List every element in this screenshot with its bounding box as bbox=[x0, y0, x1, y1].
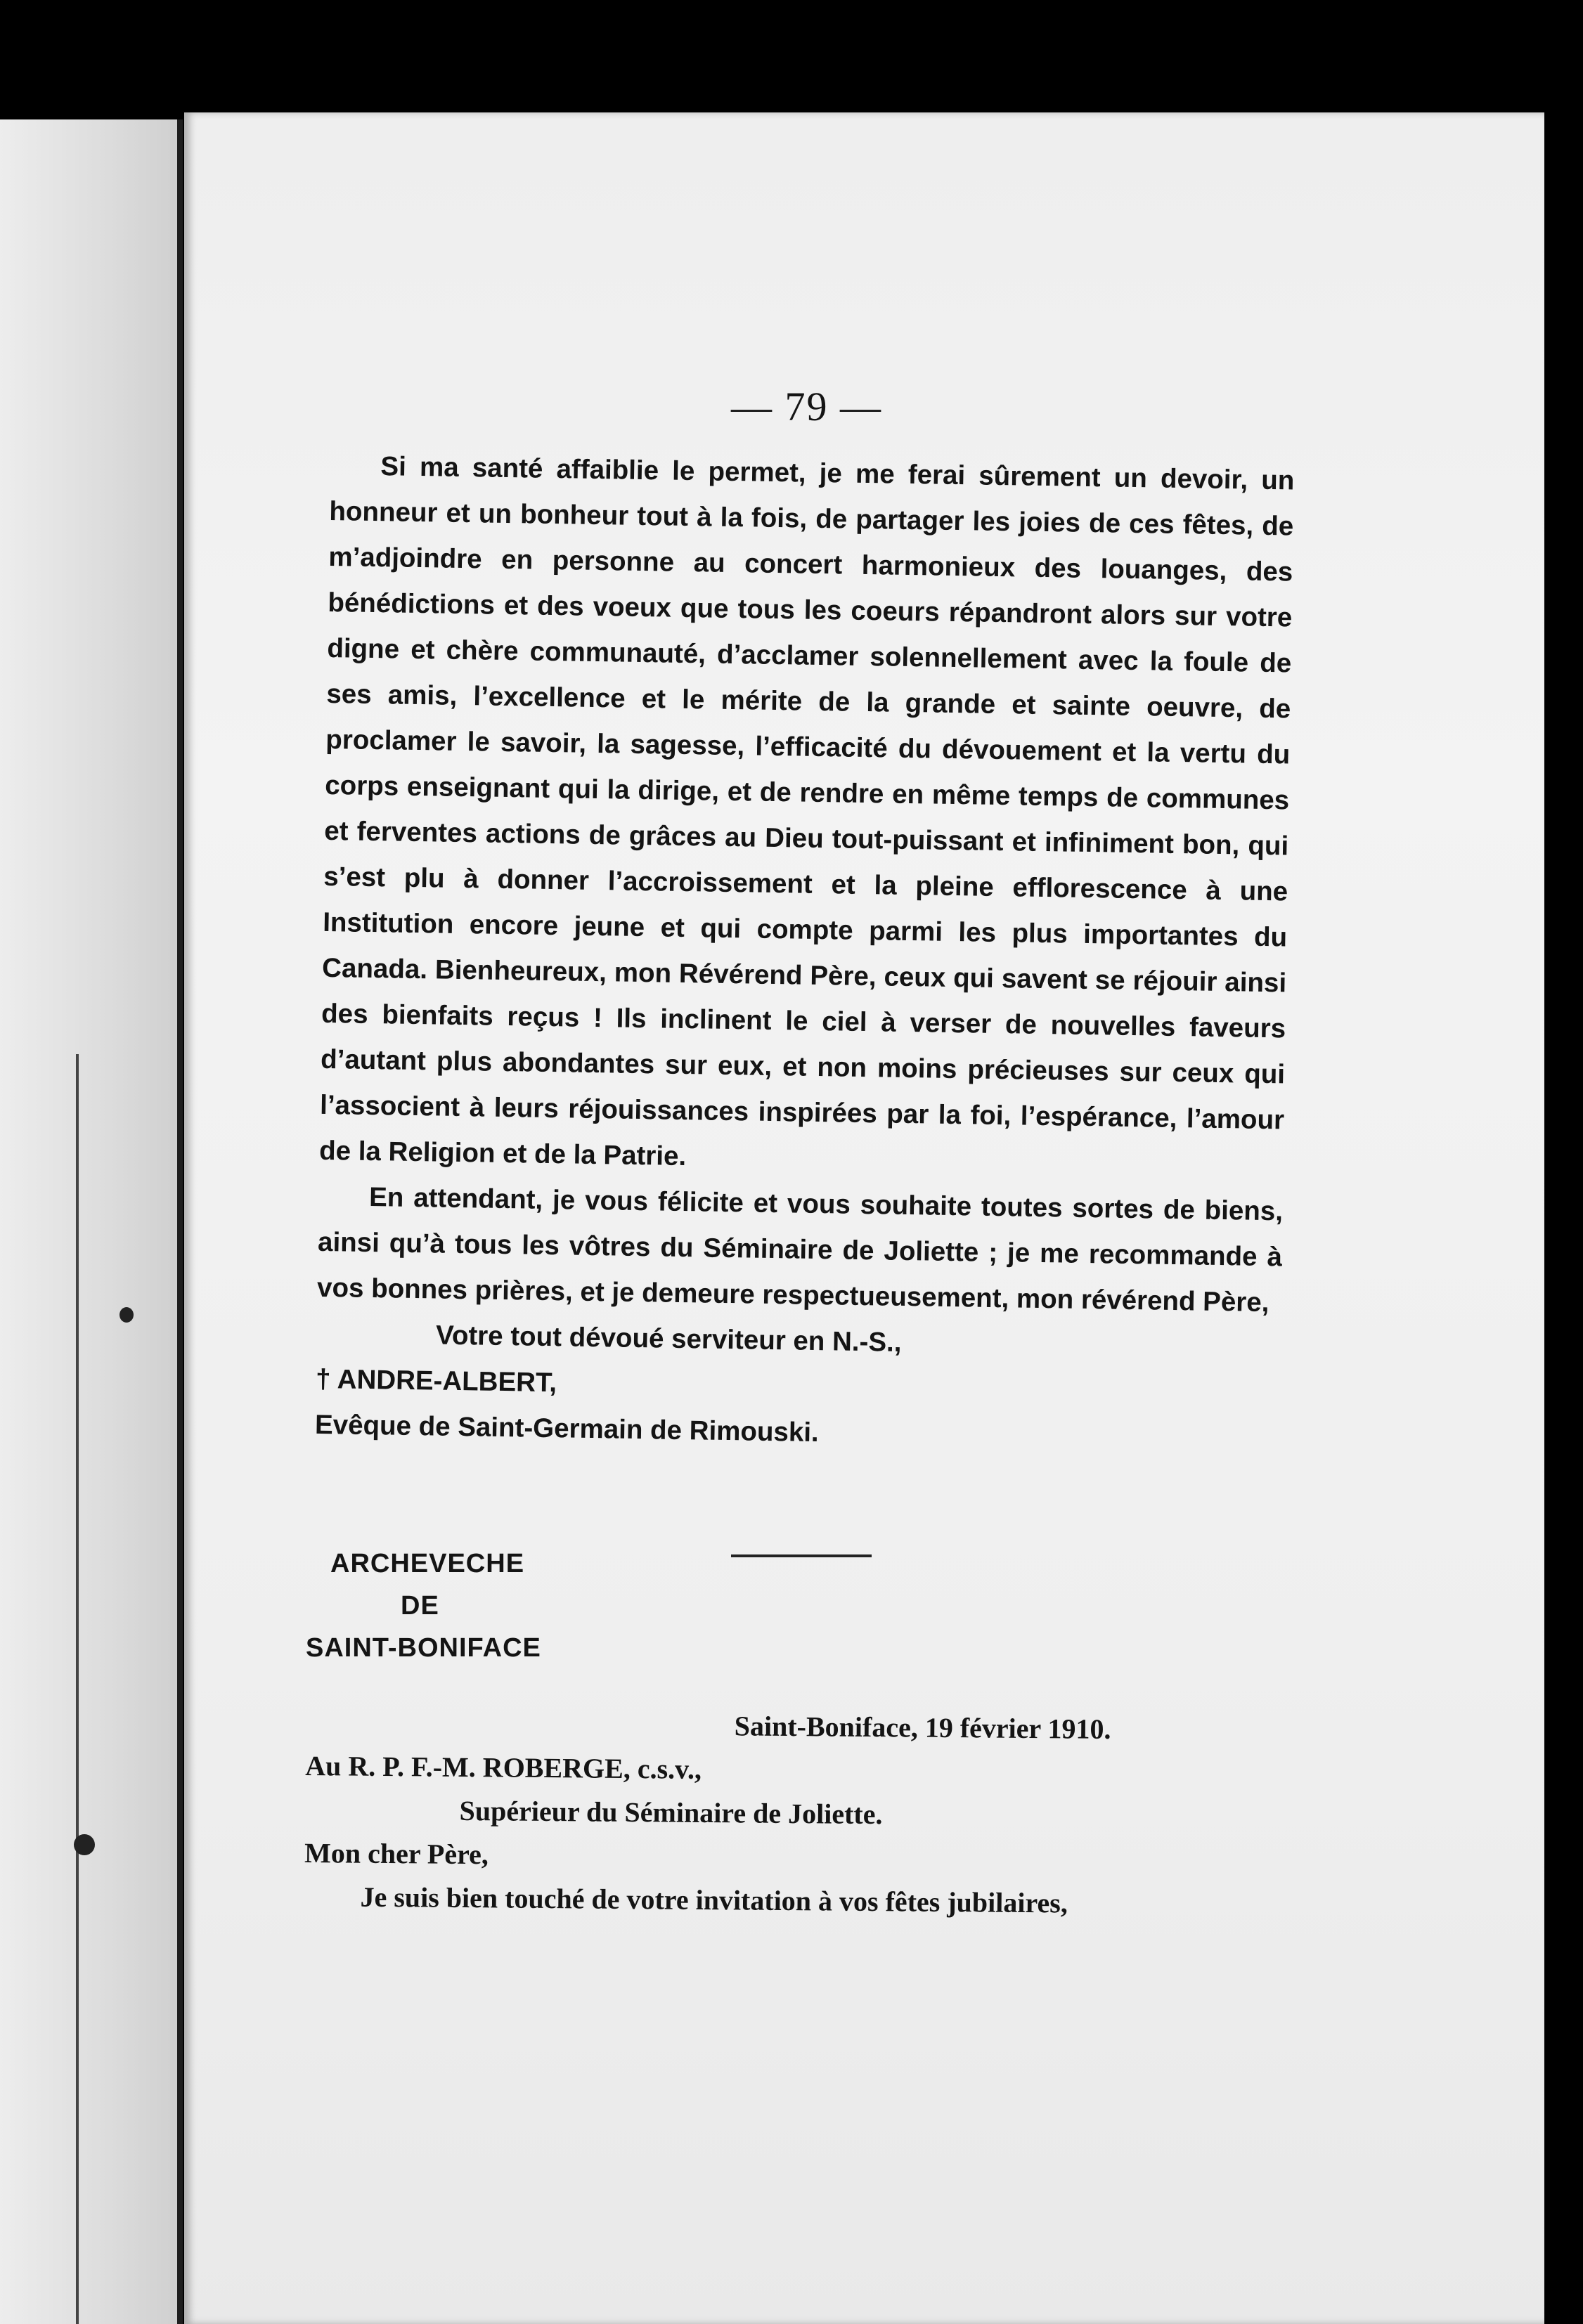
letterhead-line: DE bbox=[401, 1591, 439, 1621]
facing-page-edge bbox=[76, 1054, 79, 2324]
signature-title: Evêque de Saint-Germain de Rimouski. bbox=[314, 1409, 820, 1448]
page-number: — 79 — bbox=[731, 384, 882, 429]
signature-name: † ANDRE-ALBERT, bbox=[315, 1363, 557, 1398]
scan-left-margin bbox=[0, 0, 181, 2324]
binding-hole-mark bbox=[74, 1834, 95, 1855]
letter-body bbox=[315, 443, 1295, 1462]
page-spine-edge bbox=[177, 119, 183, 2324]
letter-paragraph: Je suis bien touché de votre invitation à vos fêtes jubilaires, bbox=[360, 1881, 1068, 1919]
recipient-title: Supérieur du Séminaire de Joliette. bbox=[459, 1794, 883, 1831]
letter-date: Saint-Boniface, 19 février 1910. bbox=[734, 1710, 1111, 1745]
letter-recipient: Au R. P. F.-M. ROBERGE, c.s.v., bbox=[304, 1749, 702, 1785]
binding-hole-mark bbox=[119, 1307, 134, 1323]
letter-paragraph: Si ma santé affaiblie le permet, je me ferai sûrement un devoir, un honneur et un bonheur tout à la fois, de partager les joies de ces fêtes, de m’adjoindre en personne au concert harmonieux des louanges, des bénédictions et des voeux que tous les coeurs répandront alors sur votre digne et chère communauté, d’acclamer solennellement avec la foule de ses amis, l’excellence et le mérite de la grande et sainte oeuvre, de proclamer le savoir, la sagesse, l’efficacité du dévouement et la vertu du corps enseignant qui la dirige, et de rendre en même temps de communes et ferventes actions de grâces au Dieu tout-puissant et infiniment bon, qui s’est plu à donner l’accroissement et la pleine efflorescence à une Institution encore jeune et qui compte parmi les plus importantes du Canada. Bienheureux, mon Révérend Père, ceux qui savent se réjouir ainsi des bienfaits reçus ! Ils inclinent le ciel à verser de nouvelles faveurs d’autant plus abondantes sur eux, et non moins précieuses sur ceux qui l’associent à leurs réjouissances inspirées par la foi, l’espérance, l’amour de la Religion et de la Patrie. bbox=[318, 451, 1295, 1172]
letterhead-line: ARCHEVECHE bbox=[330, 1549, 525, 1578]
letterhead bbox=[306, 1543, 541, 1669]
letter-paragraph: En attendant, je vous félicite et vous souhaite toutes sortes de biens, ainsi qu’à tous les vôtres du Séminaire de Joliette ; je me recommande à vos bonnes prières, et je demeure respectueusement, mon révérend Père, bbox=[316, 1182, 1284, 1318]
letter-salutation: Mon cher Père, bbox=[304, 1836, 489, 1871]
scan-top-border bbox=[0, 0, 1583, 119]
section-divider bbox=[731, 1554, 872, 1557]
letterhead-line: SAINT-BONIFACE bbox=[306, 1633, 541, 1663]
letter-closing: Votre tout dévoué serviteur en N.-S., bbox=[435, 1320, 902, 1358]
second-letter bbox=[304, 1701, 1304, 1927]
